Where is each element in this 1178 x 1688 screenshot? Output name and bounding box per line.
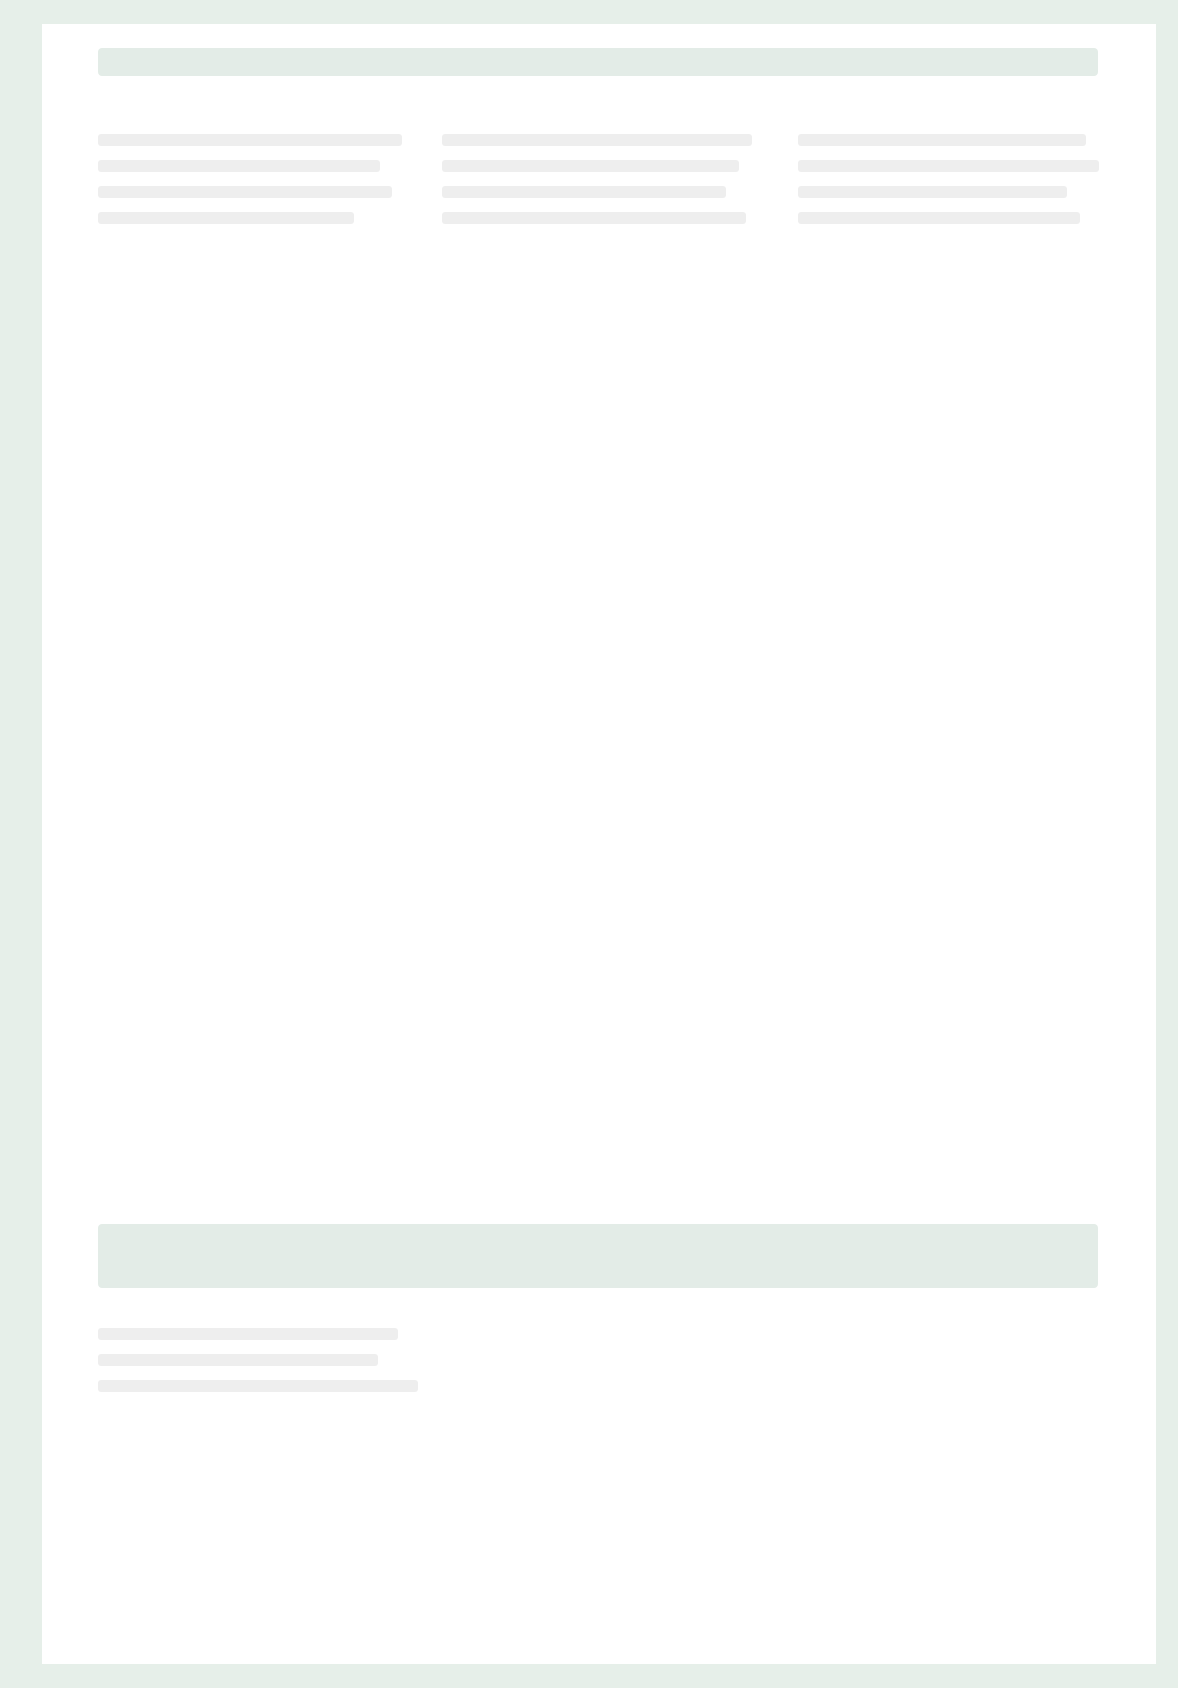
- page: [42, 24, 1156, 1664]
- right-column: [798, 120, 1118, 1180]
- header-band: [98, 48, 1098, 76]
- lower-content: [98, 1314, 1098, 1614]
- section-band: [98, 1224, 1098, 1288]
- left-column: [98, 120, 418, 1180]
- middle-column: [442, 120, 772, 1180]
